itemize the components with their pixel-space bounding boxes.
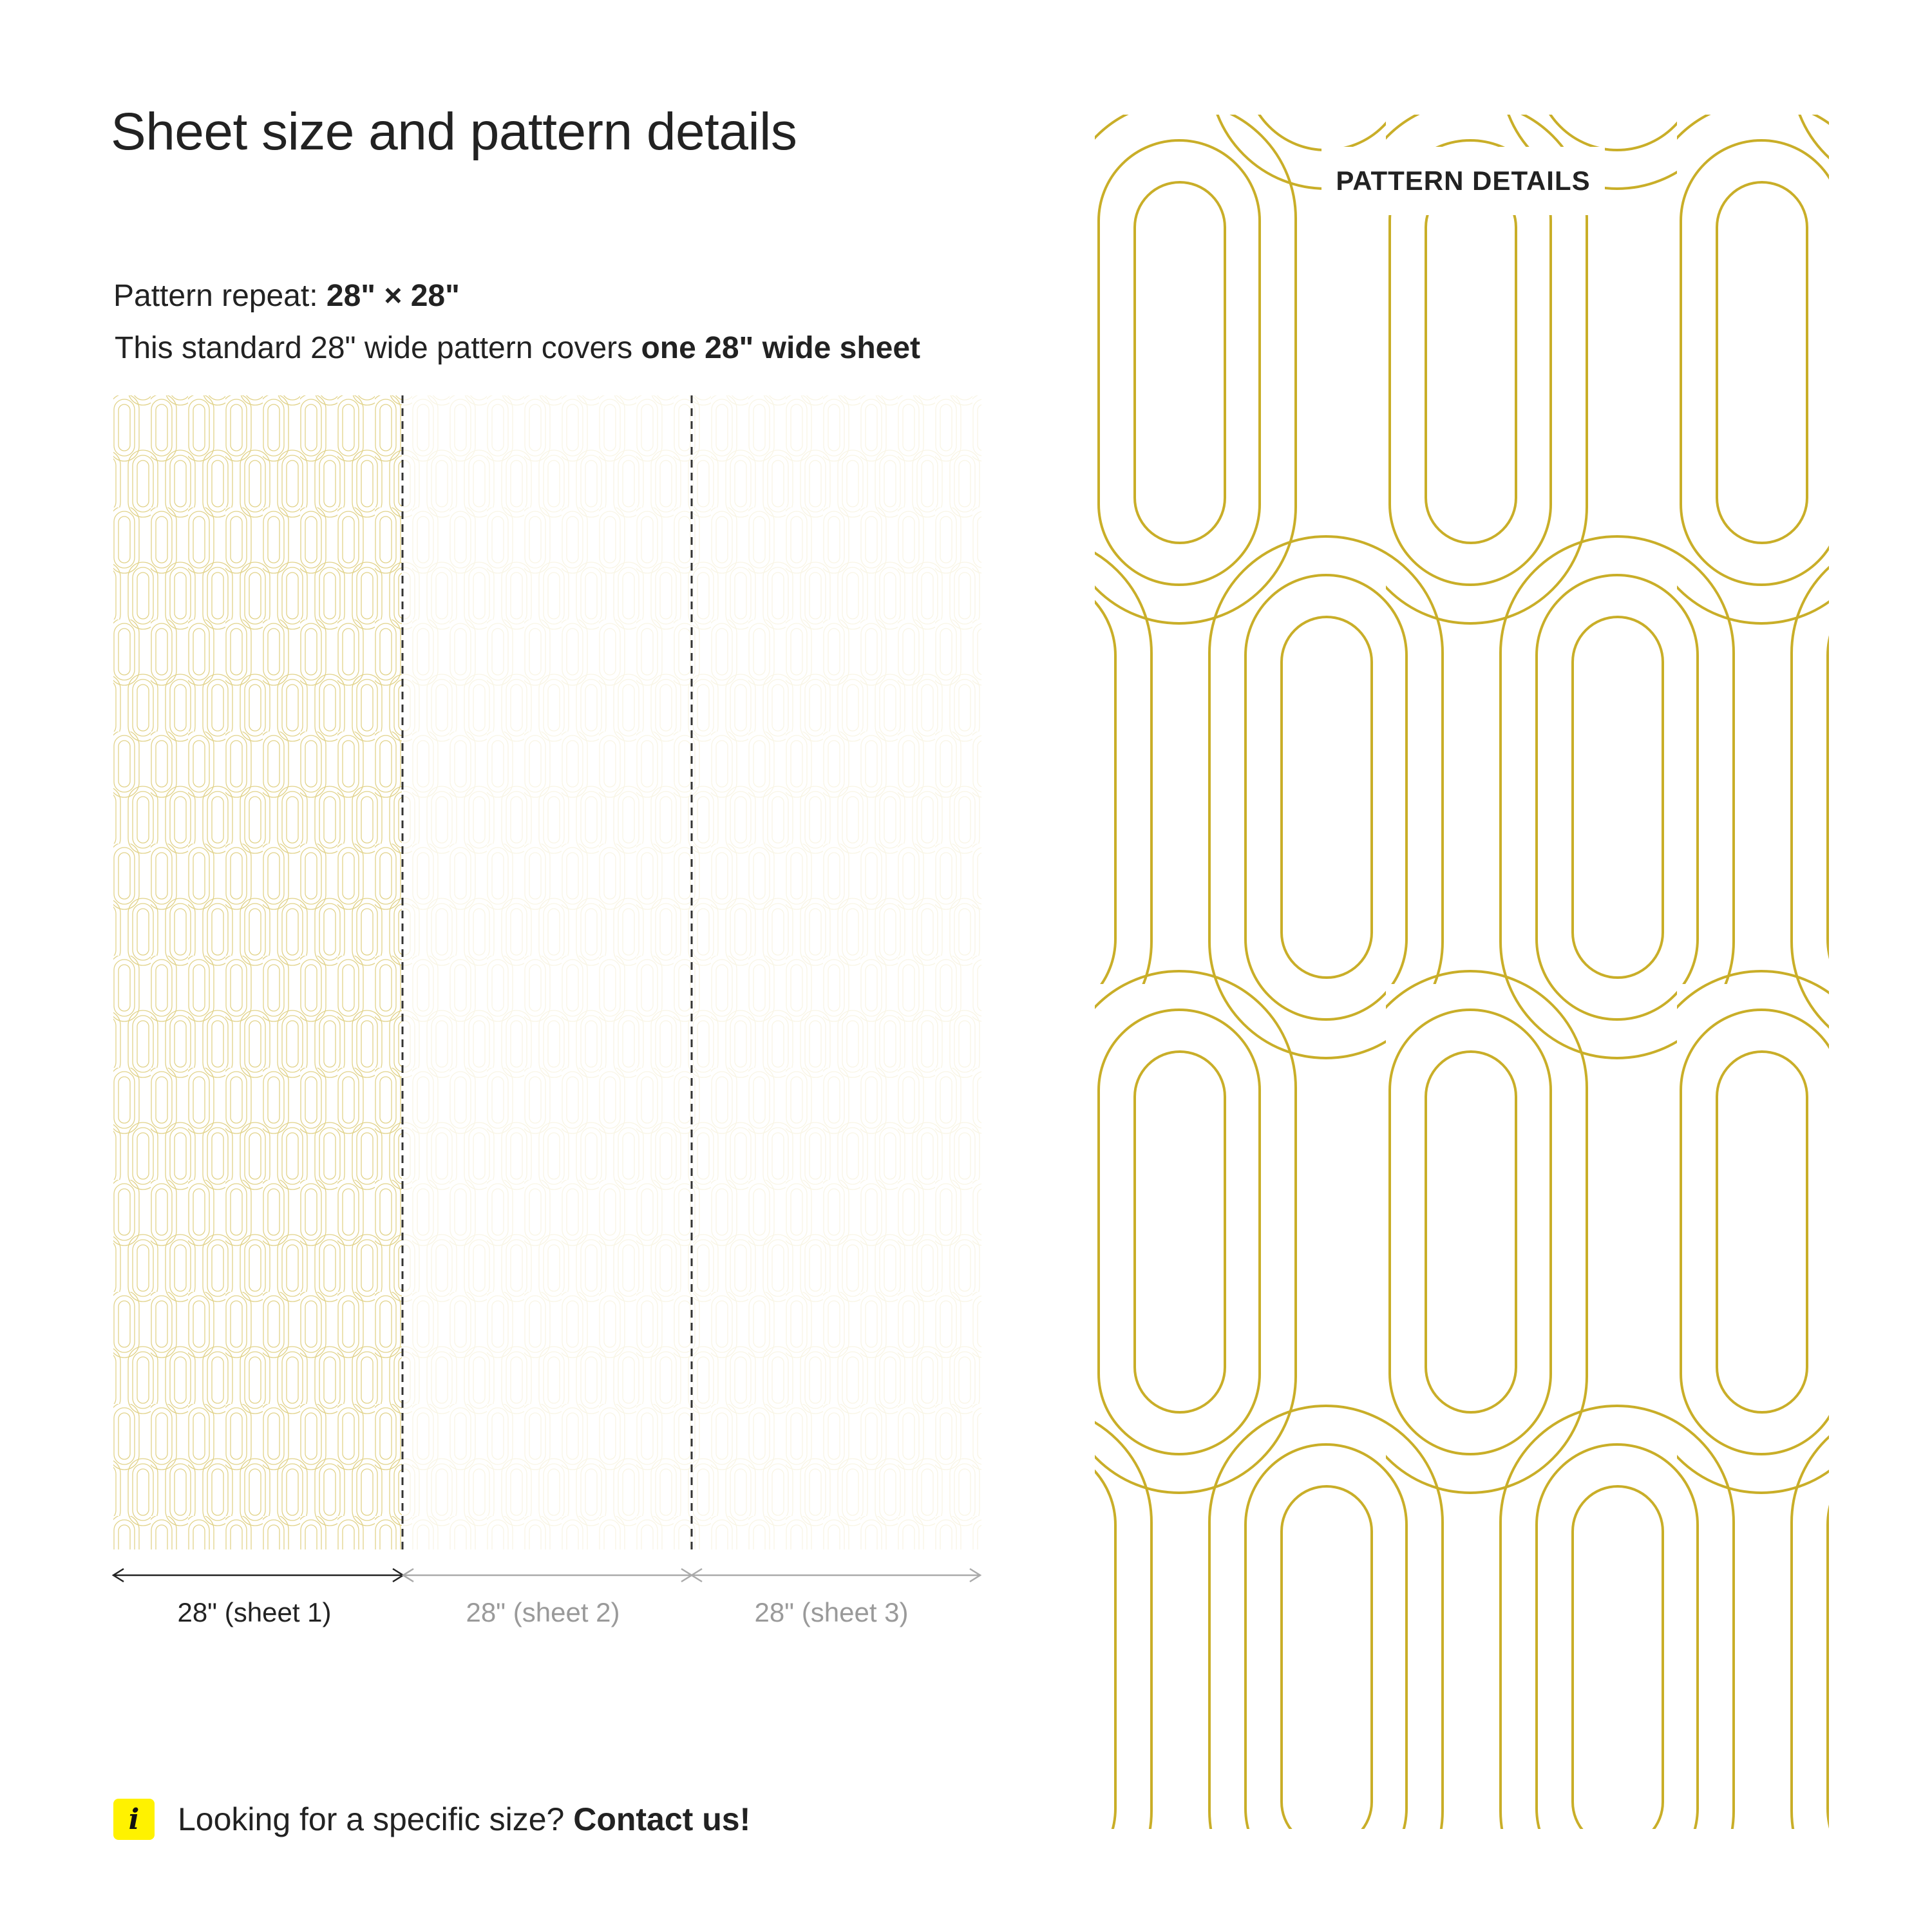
sheet-1-fill	[113, 395, 402, 1549]
info-question: Looking for a specific size?	[178, 1801, 574, 1837]
coverage-line	[115, 330, 920, 366]
pattern-detail-panel	[1095, 115, 1829, 1829]
info-icon: i	[113, 1799, 155, 1840]
pattern-repeat-label: Pattern repeat:	[113, 279, 327, 313]
pattern-detail-svg	[1095, 115, 1829, 1829]
dimension-arrow-icon	[109, 1558, 985, 1597]
page-title: Sheet size and pattern details	[111, 102, 797, 161]
sheet-2-label: 28" (sheet 2)	[466, 1597, 620, 1627]
sheet-2-fill	[403, 395, 692, 1549]
coverage-bold: one 28" wide sheet	[641, 331, 921, 365]
pattern-repeat-value: 28" × 28"	[326, 279, 460, 313]
contact-us-link[interactable]: Contact us!	[573, 1801, 751, 1837]
sheet-3-fill	[693, 395, 981, 1549]
sheet-3-label: 28" (sheet 3)	[754, 1597, 909, 1627]
sheet-preview	[113, 395, 981, 1549]
sheet-preview-svg	[113, 395, 981, 1549]
pattern-repeat-line	[113, 278, 460, 314]
info-row	[113, 1797, 750, 1842]
sheet-1-label: 28" (sheet 1)	[177, 1597, 332, 1627]
coverage-text: This standard 28" wide pattern covers	[115, 331, 641, 365]
pattern-details-badge: PATTERN DETAILS	[1321, 147, 1605, 215]
sheet-dimensions	[109, 1558, 985, 1674]
pattern-detail-fill	[1095, 115, 1829, 1829]
info-text	[178, 1801, 750, 1838]
